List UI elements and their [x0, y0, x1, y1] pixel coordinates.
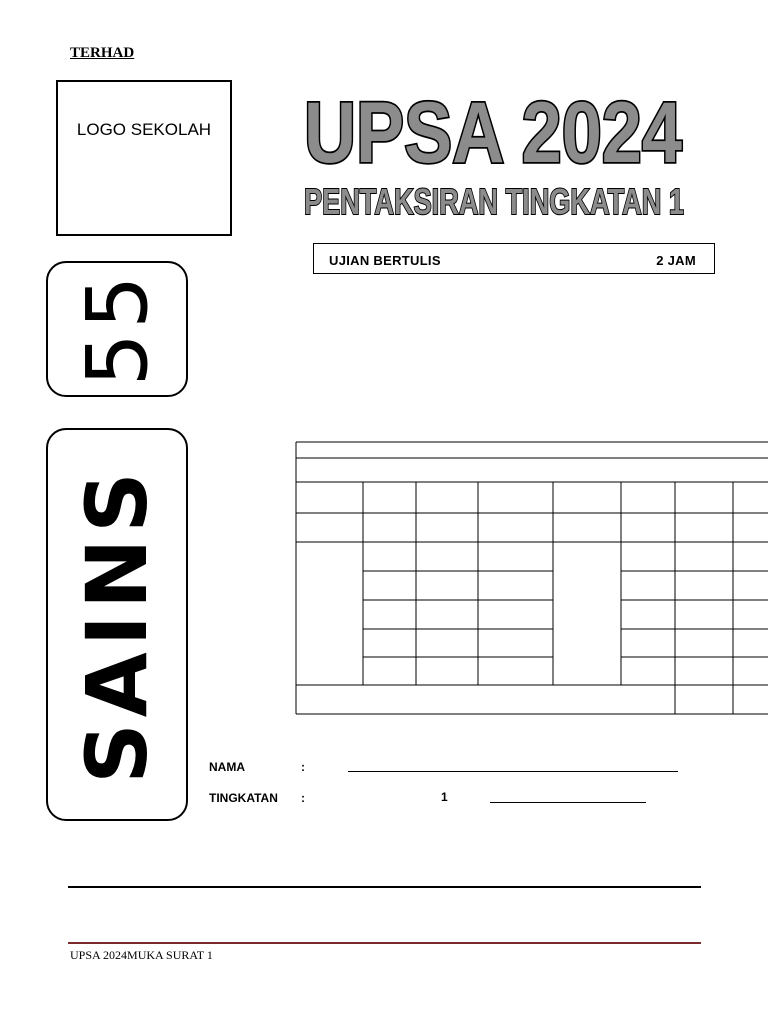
name-label: NAMA — [209, 760, 245, 774]
school-logo-placeholder — [56, 80, 232, 236]
exam-duration: 2 JAM — [656, 253, 696, 268]
class-name-input-line[interactable] — [490, 789, 646, 803]
classification-label: TERHAD — [70, 45, 135, 61]
exam-type: UJIAN BERTULIS — [329, 253, 441, 268]
footer-divider — [68, 942, 701, 944]
subject-code: 55 — [67, 271, 166, 387]
title-main: UPSA 2024 — [304, 85, 683, 181]
marks-table — [295, 441, 768, 717]
logo-placeholder-text: LOGO SEKOLAH — [76, 120, 212, 139]
name-colon: : — [301, 760, 305, 774]
class-colon: : — [301, 791, 305, 805]
class-label: TINGKATAN — [209, 791, 278, 805]
title-sub: PENTAKSIRAN TINGKATAN 1 — [304, 181, 684, 222]
subject-name: SAINS — [68, 465, 166, 784]
subject-code-box — [46, 261, 188, 397]
exam-info-box — [313, 243, 715, 274]
page-footer: UPSA 2024MUKA SURAT 1 — [70, 948, 213, 962]
class-value: 1 — [441, 790, 448, 804]
divider-line — [68, 886, 701, 888]
name-input-line[interactable] — [348, 758, 678, 772]
subject-name-box — [46, 428, 188, 821]
exam-title — [296, 84, 696, 224]
